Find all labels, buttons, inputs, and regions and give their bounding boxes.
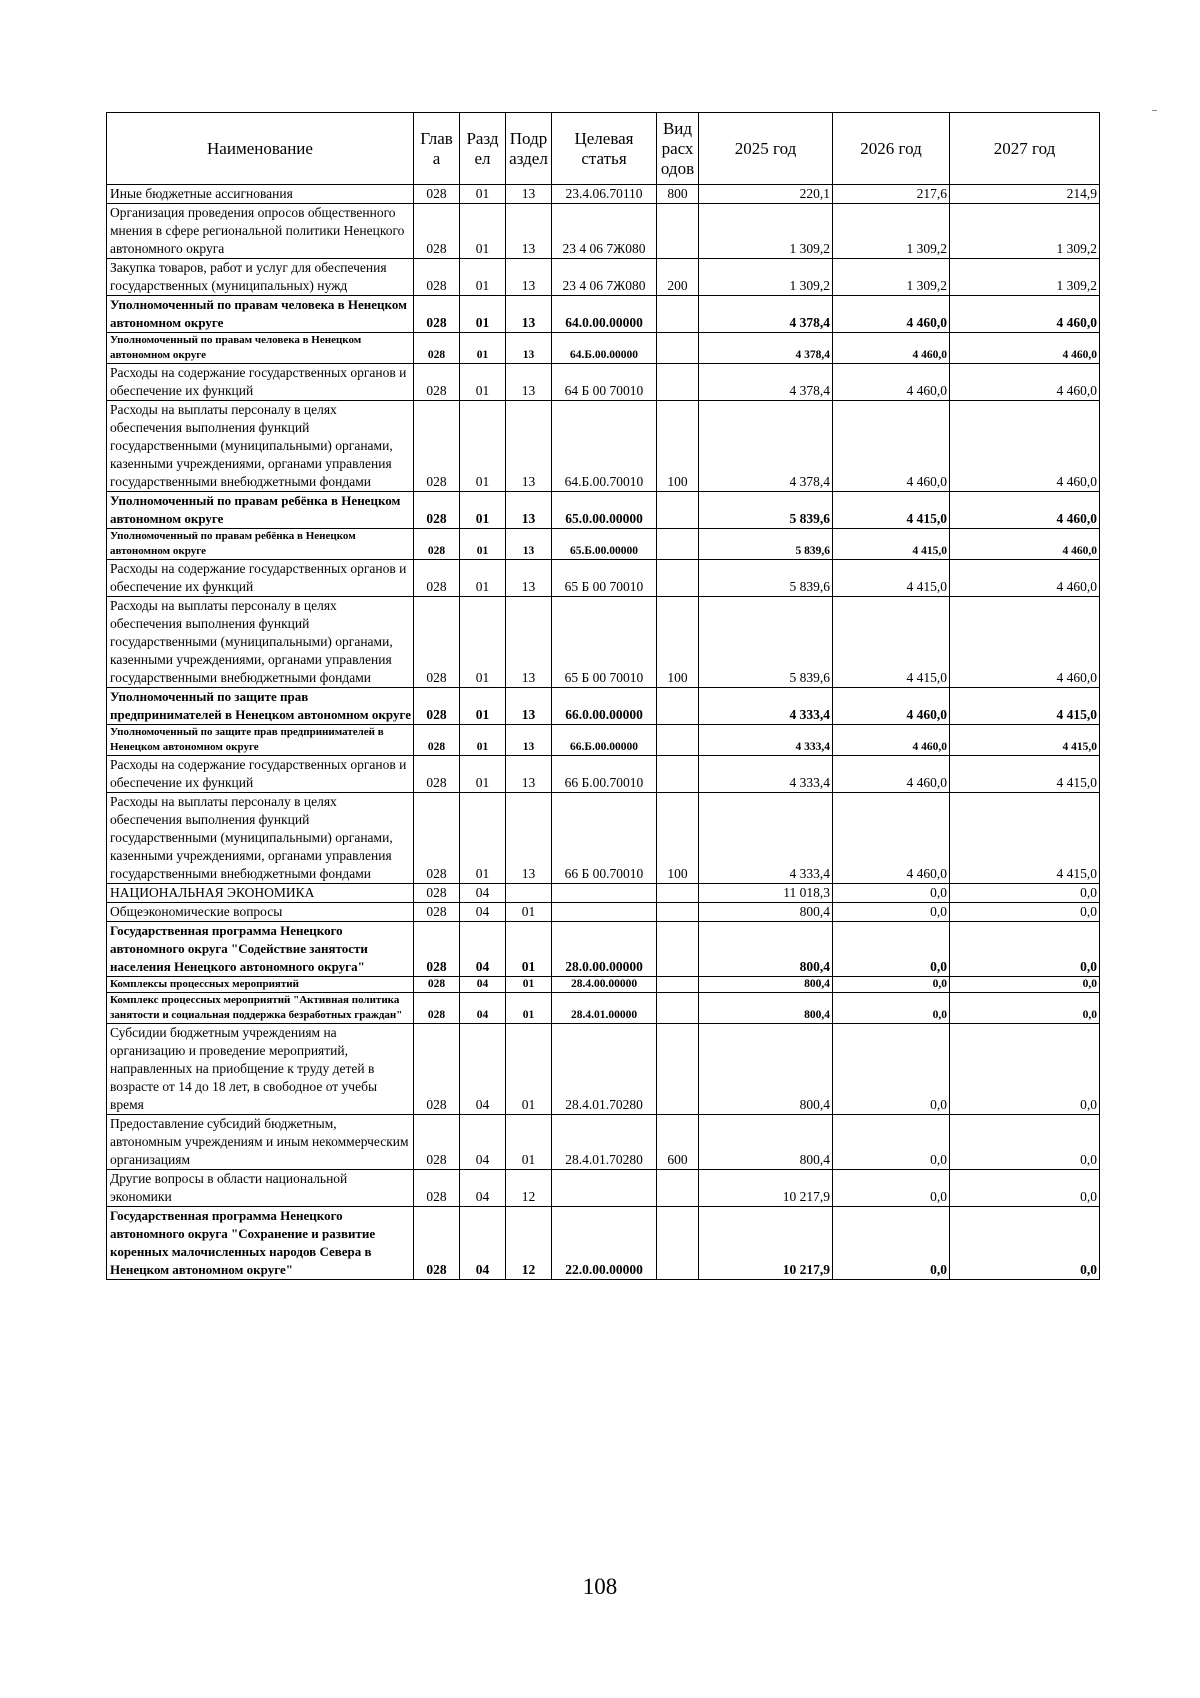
cell-razd: 04: [460, 884, 506, 903]
cell-podr: 01: [506, 903, 552, 922]
cell-glav: 028: [414, 364, 460, 401]
cell-2026: 4 415,0: [833, 492, 950, 529]
cell-podr: [506, 884, 552, 903]
cell-2025: 800,4: [699, 903, 833, 922]
header-name: Наименование: [107, 113, 414, 185]
cell-glav: 028: [414, 725, 460, 756]
cell-2025: 4 333,4: [699, 725, 833, 756]
cell-2027: 4 460,0: [950, 401, 1100, 492]
cell-razd: 01: [460, 364, 506, 401]
cell-razd: 01: [460, 725, 506, 756]
cell-2027: 4 460,0: [950, 364, 1100, 401]
cell-2025: 5 839,6: [699, 560, 833, 597]
cell-name: Расходы на выплаты персоналу в целях обеспечения выполнения функций государственными (муниципальными) органами, казенными учреждениями, органами управления государственными внебюджетными фондами: [107, 793, 414, 884]
table-body: [107, 185, 1100, 1280]
cell-glav: 028: [414, 1024, 460, 1115]
cell-podr: 13: [506, 259, 552, 296]
cell-target: 28.4.01.70280: [552, 1115, 657, 1170]
cell-target: 66.Б.00.00000: [552, 725, 657, 756]
table-row: [107, 492, 1100, 529]
cell-glav: 028: [414, 1170, 460, 1207]
cell-name: Предоставление субсидий бюджетным, автономным учреждениям и иным некоммерческим организациям: [107, 1115, 414, 1170]
cell-vid: 100: [657, 793, 699, 884]
cell-target: 66 Б 00.70010: [552, 793, 657, 884]
cell-2026: 0,0: [833, 977, 950, 993]
cell-2027: 0,0: [950, 922, 1100, 977]
cell-glav: 028: [414, 1207, 460, 1280]
cell-2025: 5 839,6: [699, 597, 833, 688]
cell-2025: 11 018,3: [699, 884, 833, 903]
cell-target: 22.0.00.00000: [552, 1207, 657, 1280]
cell-razd: 04: [460, 1024, 506, 1115]
cell-name: Расходы на выплаты персоналу в целях обеспечения выполнения функций государственными (муниципальными) органами, казенными учреждениями, органами управления государственными внебюджетными фондами: [107, 401, 414, 492]
cell-vid: [657, 922, 699, 977]
cell-razd: 04: [460, 903, 506, 922]
cell-glav: 028: [414, 560, 460, 597]
cell-target: 65.0.00.00000: [552, 492, 657, 529]
cell-2027: 0,0: [950, 903, 1100, 922]
cell-vid: 100: [657, 597, 699, 688]
header-2027: 2027 год: [950, 113, 1100, 185]
cell-glav: 028: [414, 529, 460, 560]
cell-glav: 028: [414, 793, 460, 884]
cell-name: Уполномоченный по правам человека в Ненецком автономном округе: [107, 296, 414, 333]
cell-2027: 4 415,0: [950, 725, 1100, 756]
cell-2026: 0,0: [833, 1024, 950, 1115]
cell-vid: [657, 688, 699, 725]
cell-2027: 4 460,0: [950, 492, 1100, 529]
table-row: [107, 884, 1100, 903]
cell-target: 65.Б.00.00000: [552, 529, 657, 560]
cell-vid: [657, 529, 699, 560]
cell-podr: 13: [506, 529, 552, 560]
cell-target: 28.4.01.00000: [552, 993, 657, 1024]
cell-glav: 028: [414, 1115, 460, 1170]
cell-2026: 0,0: [833, 1170, 950, 1207]
cell-glav: 028: [414, 492, 460, 529]
cell-2026: 4 415,0: [833, 597, 950, 688]
cell-podr: 01: [506, 977, 552, 993]
cell-glav: 028: [414, 884, 460, 903]
cell-glav: 028: [414, 185, 460, 204]
cell-glav: 028: [414, 977, 460, 993]
cell-target: 66.0.00.00000: [552, 688, 657, 725]
cell-razd: 04: [460, 993, 506, 1024]
cell-name: Иные бюджетные ассигнования: [107, 185, 414, 204]
cell-2025: 800,4: [699, 993, 833, 1024]
cell-name: НАЦИОНАЛЬНАЯ ЭКОНОМИКА: [107, 884, 414, 903]
table-row: [107, 922, 1100, 977]
cell-2026: 4 460,0: [833, 725, 950, 756]
cell-glav: 028: [414, 259, 460, 296]
cell-2026: 1 309,2: [833, 259, 950, 296]
header-target: Целевая статья: [552, 113, 657, 185]
cell-razd: 01: [460, 597, 506, 688]
cell-name: Комплексы процессных мероприятий: [107, 977, 414, 993]
table-row: [107, 1115, 1100, 1170]
table-row: [107, 1170, 1100, 1207]
cell-2026: 0,0: [833, 1115, 950, 1170]
cell-podr: 13: [506, 364, 552, 401]
cell-podr: 13: [506, 333, 552, 364]
header-glav: Глав а: [414, 113, 460, 185]
cell-podr: 01: [506, 1115, 552, 1170]
cell-2025: 4 378,4: [699, 401, 833, 492]
cell-target: 28.4.01.70280: [552, 1024, 657, 1115]
cell-2025: 220,1: [699, 185, 833, 204]
cell-name: Комплекс процессных мероприятий "Активная политика занятости и социальная поддержка безработных граждан": [107, 993, 414, 1024]
cell-2025: 5 839,6: [699, 529, 833, 560]
cell-name: Уполномоченный по правам человека в Ненецком автономном округе: [107, 333, 414, 364]
cell-2027: 0,0: [950, 1024, 1100, 1115]
cell-razd: 04: [460, 977, 506, 993]
cell-2027: 0,0: [950, 977, 1100, 993]
cell-target: 23.4.06.70110: [552, 185, 657, 204]
cell-vid: [657, 333, 699, 364]
cell-2026: 4 460,0: [833, 688, 950, 725]
cell-vid: [657, 1024, 699, 1115]
cell-vid: [657, 993, 699, 1024]
table-row: [107, 756, 1100, 793]
cell-razd: 01: [460, 401, 506, 492]
cell-2026: 0,0: [833, 884, 950, 903]
cell-2026: 4 460,0: [833, 333, 950, 364]
cell-2026: 4 460,0: [833, 401, 950, 492]
cell-podr: 13: [506, 296, 552, 333]
cell-razd: 01: [460, 204, 506, 259]
cell-2027: 1 309,2: [950, 259, 1100, 296]
table-row: [107, 977, 1100, 993]
header-podr: Подр аздел: [506, 113, 552, 185]
cell-2025: 1 309,2: [699, 259, 833, 296]
cell-2025: 4 333,4: [699, 756, 833, 793]
cell-2026: 0,0: [833, 993, 950, 1024]
table-row: [107, 903, 1100, 922]
scan-mark: [1152, 110, 1157, 111]
cell-2025: 5 839,6: [699, 492, 833, 529]
cell-target: 64.Б.00.70010: [552, 401, 657, 492]
cell-vid: [657, 725, 699, 756]
cell-razd: 01: [460, 333, 506, 364]
cell-razd: 01: [460, 756, 506, 793]
cell-2025: 10 217,9: [699, 1207, 833, 1280]
cell-vid: 100: [657, 401, 699, 492]
table-row: [107, 364, 1100, 401]
cell-podr: 13: [506, 560, 552, 597]
cell-razd: 01: [460, 560, 506, 597]
cell-razd: 04: [460, 1207, 506, 1280]
cell-vid: [657, 1207, 699, 1280]
cell-name: Уполномоченный по правам ребёнка в Ненецком автономном округе: [107, 529, 414, 560]
cell-podr: 01: [506, 993, 552, 1024]
budget-table: [106, 112, 1100, 1280]
cell-2027: 4 460,0: [950, 296, 1100, 333]
cell-target: [552, 903, 657, 922]
cell-vid: [657, 204, 699, 259]
table-row: [107, 560, 1100, 597]
cell-2025: 4 378,4: [699, 364, 833, 401]
table-row: [107, 204, 1100, 259]
cell-name: Расходы на выплаты персоналу в целях обеспечения выполнения функций государственными (муниципальными) органами, казенными учреждениями, органами управления государственными внебюджетными фондами: [107, 597, 414, 688]
cell-podr: 13: [506, 688, 552, 725]
cell-2026: 4 415,0: [833, 529, 950, 560]
cell-2026: 4 460,0: [833, 296, 950, 333]
cell-2027: 0,0: [950, 1170, 1100, 1207]
cell-vid: 200: [657, 259, 699, 296]
cell-2027: 4 460,0: [950, 597, 1100, 688]
cell-razd: 01: [460, 793, 506, 884]
cell-name: Субсидии бюджетным учреждениям на организацию и проведение мероприятий, направленных на приобщение к труду детей в возрасте от 14 до 18 лет, в свободное от учебы время: [107, 1024, 414, 1115]
cell-razd: 01: [460, 688, 506, 725]
cell-podr: 13: [506, 597, 552, 688]
cell-razd: 04: [460, 1115, 506, 1170]
table-header-row: [107, 113, 1100, 185]
cell-glav: 028: [414, 756, 460, 793]
cell-podr: 01: [506, 1024, 552, 1115]
cell-2025: 800,4: [699, 1024, 833, 1115]
table-row: [107, 725, 1100, 756]
cell-podr: 13: [506, 756, 552, 793]
cell-vid: 800: [657, 185, 699, 204]
cell-name: Расходы на содержание государственных органов и обеспечение их функций: [107, 364, 414, 401]
table-row: [107, 296, 1100, 333]
cell-vid: [657, 756, 699, 793]
cell-podr: 13: [506, 725, 552, 756]
cell-2027: 0,0: [950, 1207, 1100, 1280]
cell-glav: 028: [414, 903, 460, 922]
table-row: [107, 401, 1100, 492]
cell-glav: 028: [414, 333, 460, 364]
cell-podr: 13: [506, 185, 552, 204]
cell-2025: 800,4: [699, 922, 833, 977]
cell-target: 64.0.00.00000: [552, 296, 657, 333]
table-row: [107, 993, 1100, 1024]
cell-2027: 4 415,0: [950, 756, 1100, 793]
cell-target: 28.0.00.00000: [552, 922, 657, 977]
cell-2026: 1 309,2: [833, 204, 950, 259]
cell-glav: 028: [414, 922, 460, 977]
table-row: [107, 793, 1100, 884]
table-row: [107, 529, 1100, 560]
cell-2027: 4 415,0: [950, 793, 1100, 884]
cell-vid: [657, 296, 699, 333]
cell-razd: 01: [460, 259, 506, 296]
cell-podr: 01: [506, 922, 552, 977]
cell-podr: 13: [506, 401, 552, 492]
cell-2026: 0,0: [833, 903, 950, 922]
cell-2026: 4 460,0: [833, 364, 950, 401]
cell-target: 66 Б.00.70010: [552, 756, 657, 793]
cell-2025: 800,4: [699, 977, 833, 993]
cell-razd: 01: [460, 185, 506, 204]
cell-2026: 4 415,0: [833, 560, 950, 597]
cell-glav: 028: [414, 688, 460, 725]
cell-2025: 10 217,9: [699, 1170, 833, 1207]
page-number: 108: [582, 1574, 618, 1599]
cell-2026: 4 460,0: [833, 756, 950, 793]
cell-name: Другие вопросы в области национальной экономики: [107, 1170, 414, 1207]
table-row: [107, 1024, 1100, 1115]
cell-target: 23 4 06 7Ж080: [552, 204, 657, 259]
cell-target: 65 Б 00 70010: [552, 560, 657, 597]
cell-target: 28.4.00.00000: [552, 977, 657, 993]
cell-glav: 028: [414, 296, 460, 333]
cell-target: 65 Б 00 70010: [552, 597, 657, 688]
cell-2027: 214,9: [950, 185, 1100, 204]
cell-2027: 4 460,0: [950, 560, 1100, 597]
cell-2027: 4 460,0: [950, 529, 1100, 560]
cell-vid: [657, 884, 699, 903]
table-row: [107, 597, 1100, 688]
cell-vid: 600: [657, 1115, 699, 1170]
cell-name: Расходы на содержание государственных органов и обеспечение их функций: [107, 560, 414, 597]
table-row: [107, 333, 1100, 364]
cell-vid: [657, 560, 699, 597]
cell-2027: 0,0: [950, 884, 1100, 903]
cell-target: 64 Б 00 70010: [552, 364, 657, 401]
table-row: [107, 259, 1100, 296]
cell-2026: 0,0: [833, 922, 950, 977]
cell-2026: 217,6: [833, 185, 950, 204]
cell-razd: 01: [460, 529, 506, 560]
cell-glav: 028: [414, 401, 460, 492]
cell-vid: [657, 492, 699, 529]
cell-2027: 0,0: [950, 1115, 1100, 1170]
cell-name: Расходы на содержание государственных органов и обеспечение их функций: [107, 756, 414, 793]
cell-name: Уполномоченный по защите прав предпринимателей в Ненецком автономном округе: [107, 688, 414, 725]
cell-target: 23 4 06 7Ж080: [552, 259, 657, 296]
cell-target: [552, 884, 657, 903]
cell-target: [552, 1170, 657, 1207]
cell-2027: 4 415,0: [950, 688, 1100, 725]
cell-podr: 12: [506, 1170, 552, 1207]
cell-vid: [657, 1170, 699, 1207]
header-razd: Разд ел: [460, 113, 506, 185]
table-row: [107, 1207, 1100, 1280]
cell-name: Закупка товаров, работ и услуг для обеспечения государственных (муниципальных) нужд: [107, 259, 414, 296]
cell-razd: 04: [460, 922, 506, 977]
cell-vid: [657, 977, 699, 993]
cell-name: Организация проведения опросов общественного мнения в сфере региональной политики Ненецкого автономного округа: [107, 204, 414, 259]
cell-2027: 1 309,2: [950, 204, 1100, 259]
cell-razd: 01: [460, 492, 506, 529]
cell-name: Государственная программа Ненецкого автономного округа "Содействие занятости населения Ненецкого автономного округа": [107, 922, 414, 977]
cell-2025: 4 333,4: [699, 793, 833, 884]
cell-2025: 4 333,4: [699, 688, 833, 725]
cell-glav: 028: [414, 597, 460, 688]
cell-2025: 1 309,2: [699, 204, 833, 259]
cell-2027: 0,0: [950, 993, 1100, 1024]
cell-podr: 13: [506, 492, 552, 529]
cell-2027: 4 460,0: [950, 333, 1100, 364]
cell-name: Государственная программа Ненецкого автономного округа "Сохранение и развитие коренных малочисленных народов Севера в Ненецком автономном округе": [107, 1207, 414, 1280]
cell-razd: 04: [460, 1170, 506, 1207]
cell-podr: 13: [506, 793, 552, 884]
cell-2025: 800,4: [699, 1115, 833, 1170]
cell-vid: [657, 903, 699, 922]
cell-2025: 4 378,4: [699, 333, 833, 364]
header-2026: 2026 год: [833, 113, 950, 185]
cell-2026: 0,0: [833, 1207, 950, 1280]
table-row: [107, 185, 1100, 204]
header-vid: Вид расх одов: [657, 113, 699, 185]
cell-name: Общеэкономические вопросы: [107, 903, 414, 922]
cell-target: 64.Б.00.00000: [552, 333, 657, 364]
cell-glav: 028: [414, 993, 460, 1024]
cell-2025: 4 378,4: [699, 296, 833, 333]
header-2025: 2025 год: [699, 113, 833, 185]
cell-name: Уполномоченный по защите прав предпринимателей в Ненецком автономном округе: [107, 725, 414, 756]
cell-podr: 13: [506, 204, 552, 259]
cell-podr: 12: [506, 1207, 552, 1280]
cell-name: Уполномоченный по правам ребёнка в Ненецком автономном округе: [107, 492, 414, 529]
table-row: [107, 688, 1100, 725]
cell-razd: 01: [460, 296, 506, 333]
cell-glav: 028: [414, 204, 460, 259]
cell-vid: [657, 364, 699, 401]
cell-2026: 4 460,0: [833, 793, 950, 884]
